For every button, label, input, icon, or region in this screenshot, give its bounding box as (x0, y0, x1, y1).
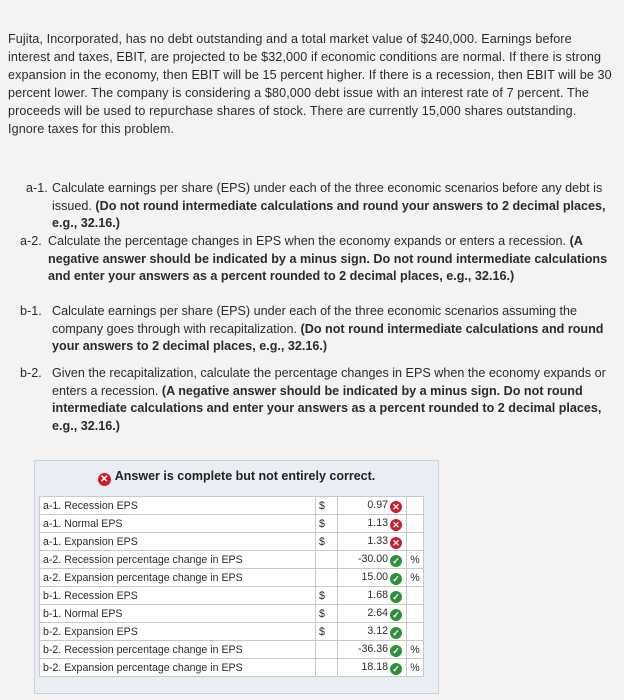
question-a1 (26, 180, 612, 233)
answer-value-cell (338, 497, 407, 515)
currency-symbol: $ (316, 587, 338, 605)
answer-row (40, 551, 424, 569)
question-instructions: (Do not round intermediate calculations and round your answers to 2 decimal places, e.g., 32.16.) (52, 321, 604, 353)
unit-symbol (407, 497, 424, 515)
answer-value-cell (338, 515, 407, 533)
question-instructions: (A negative answer should be indicated by a minus sign. Do not round intermediate calculations and enter your answers as a percent rounded to 2 decimal places, e.g., 32.16.) (48, 234, 608, 283)
answer-row (40, 641, 424, 659)
question-label: a-2. (20, 234, 42, 248)
answer-row-label: b-2. Expansion percentage change in EPS (40, 659, 316, 677)
problem-statement: Fujita, Incorporated, has no debt outstanding and a total market value of $240,000. Earnings before interest and taxes, EBIT, are projected to be $32,000 if economic conditions are normal. If there is strong expansion in the economy, then EBIT will be 15 percent higher. If there is a recession, then EBIT will be 30 percent lower. The company is considering a $80,000 debt issue with an interest rate of 7 percent. The proceeds will be used to repurchase shares of stock. There are currently 15,000 shares outstanding. Ignore taxes for this problem. (8, 32, 612, 136)
check-circle-icon: ✓ (390, 555, 402, 567)
answer-row (40, 515, 424, 533)
answer-value-cell (338, 569, 407, 587)
answer-row-label: b-2. Expansion EPS (40, 623, 316, 641)
check-circle-icon: ✓ (390, 645, 402, 657)
unit-symbol: % (407, 569, 424, 587)
answer-row-label: b-1. Recession EPS (40, 587, 316, 605)
answer-row-label: a-2. Expansion percentage change in EPS (40, 569, 316, 587)
answer-value-cell (338, 623, 407, 641)
currency-symbol: $ (316, 623, 338, 641)
check-circle-icon: ✓ (390, 627, 402, 639)
answer-value[interactable]: 15.00 (361, 570, 388, 583)
x-circle-icon: ✕ (390, 501, 402, 513)
x-circle-icon: ✕ (390, 519, 402, 531)
check-circle-icon: ✓ (390, 663, 402, 675)
answer-value[interactable]: 2.64 (367, 606, 388, 619)
answer-value-cell (338, 551, 407, 569)
answer-row (40, 623, 424, 641)
answer-value-cell (338, 605, 407, 623)
check-circle-icon: ✓ (390, 591, 402, 603)
answer-row (40, 533, 424, 551)
answer-row-label: a-1. Expansion EPS (40, 533, 316, 551)
question-text: Calculate earnings per share (EPS) under each of the three economic scenarios assuming the company goes through with recapitalization. (52, 304, 578, 336)
question-b2 (20, 365, 610, 435)
answer-row (40, 605, 424, 623)
answer-table (39, 496, 424, 677)
answer-value-cell (338, 641, 407, 659)
check-circle-icon: ✓ (390, 609, 402, 621)
answer-value[interactable]: 1.33 (367, 534, 388, 547)
currency-symbol: $ (316, 497, 338, 515)
currency-symbol: $ (316, 533, 338, 551)
currency-symbol: $ (316, 515, 338, 533)
answer-row (40, 569, 424, 587)
answer-value[interactable]: -30.00 (357, 552, 388, 565)
question-text: Given the recapitalization, calculate the percentage changes in EPS when the economy expands or enters a recession. (52, 366, 606, 398)
answer-status (35, 469, 438, 486)
x-circle-icon: ✕ (390, 537, 402, 549)
currency-symbol (316, 569, 338, 587)
unit-symbol (407, 533, 424, 551)
question-label: b-2. (20, 366, 42, 380)
answer-value-cell (338, 533, 407, 551)
currency-symbol (316, 551, 338, 569)
answer-row-label: a-2. Recession percentage change in EPS (40, 551, 316, 569)
unit-symbol (407, 623, 424, 641)
answer-value-cell (338, 587, 407, 605)
currency-symbol (316, 659, 338, 677)
answer-row-label: b-1. Normal EPS (40, 605, 316, 623)
check-circle-icon: ✓ (390, 573, 402, 585)
answer-value[interactable]: 1.68 (367, 588, 388, 601)
unit-symbol: % (407, 641, 424, 659)
answer-status-text: Answer is complete but not entirely correct. (114, 469, 376, 483)
question-instructions: (Do not round intermediate calculations and round your answers to 2 decimal places, e.g., 32.16.) (52, 198, 606, 230)
unit-symbol (407, 605, 424, 623)
x-circle-icon: ✕ (98, 473, 111, 486)
answer-value[interactable]: 18.18 (361, 660, 388, 673)
answer-row (40, 497, 424, 515)
answer-value[interactable]: -36.36 (357, 642, 388, 655)
answer-row-label: b-2. Recession percentage change in EPS (40, 641, 316, 659)
unit-symbol: % (407, 551, 424, 569)
question-label: b-1. (20, 304, 42, 318)
unit-symbol (407, 587, 424, 605)
unit-symbol: % (407, 659, 424, 677)
answer-row (40, 587, 424, 605)
unit-symbol (407, 515, 424, 533)
answer-row-label: a-1. Recession EPS (40, 497, 316, 515)
currency-symbol (316, 641, 338, 659)
answer-value[interactable]: 1.13 (367, 516, 388, 529)
answer-value[interactable]: 3.12 (367, 624, 388, 637)
question-label: a-1. (26, 181, 48, 195)
answer-value[interactable]: 0.97 (367, 498, 388, 511)
question-a2 (20, 233, 610, 286)
answer-row-label: a-1. Normal EPS (40, 515, 316, 533)
answer-panel (34, 460, 439, 694)
question-text: Calculate earnings per share (EPS) under each of the three economic scenarios before any debt is issued. (52, 181, 603, 213)
question-instructions: (A negative answer should be indicated by a minus sign. Do not round intermediate calculations and enter your answers as a percent rounded to 2 decimal places, e.g., 32.16.) (52, 383, 602, 433)
answer-row (40, 659, 424, 677)
question-text: Calculate the percentage changes in EPS when the economy expands or enters a recession. (48, 234, 567, 248)
question-b1 (20, 303, 610, 356)
answer-value-cell (338, 659, 407, 677)
currency-symbol: $ (316, 605, 338, 623)
